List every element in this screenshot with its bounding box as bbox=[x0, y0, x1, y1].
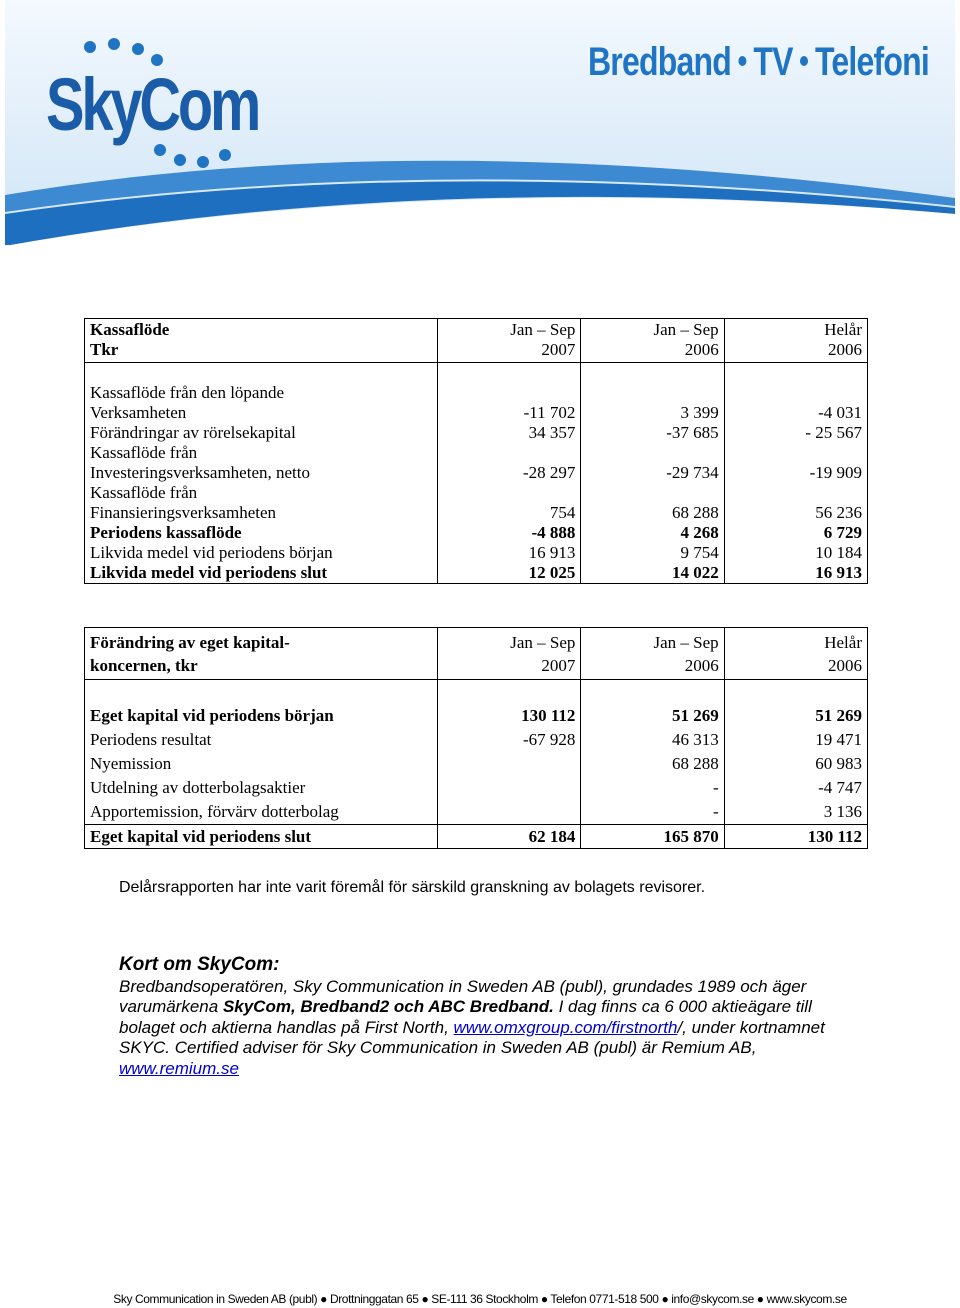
about-brands: SkyCom, Bredband2 och ABC Bredband. bbox=[222, 997, 554, 1016]
header-year: 2006 bbox=[684, 656, 719, 675]
header-period: Jan – Sep bbox=[653, 633, 719, 652]
tagline bbox=[588, 40, 929, 85]
table-row: Eget kapital vid periodens början 130 112 51 269 51 269 bbox=[85, 704, 868, 728]
table-row: Likvida medel vid periodens början 16 913 9 754 10 184 bbox=[85, 543, 868, 563]
header-banner bbox=[0, 0, 960, 250]
table-row: Periodens kassaflöde -4 888 4 268 6 729 bbox=[85, 523, 868, 543]
header-unit: koncernen, tkr bbox=[90, 656, 198, 675]
header-period: Jan – Sep bbox=[653, 320, 719, 339]
tagline-telefoni: Telefoni bbox=[815, 40, 929, 84]
equity-table bbox=[84, 627, 868, 849]
audit-note: Delårsrapporten har inte varit föremål för särskild granskning av bolagets revisorer. bbox=[119, 879, 706, 896]
tagline-tv: TV bbox=[753, 40, 793, 84]
header-period: Helår bbox=[824, 633, 862, 652]
header-period: Jan – Sep bbox=[510, 633, 576, 652]
table-row: Nyemission 68 288 60 983 bbox=[85, 752, 868, 776]
table-row: Apportemission, förvärv dotterbolag - 3 136 bbox=[85, 800, 868, 825]
header-year: 2007 bbox=[541, 656, 576, 675]
header-year: 2006 bbox=[684, 340, 719, 359]
table-header-row bbox=[85, 319, 868, 363]
table-header-row bbox=[85, 628, 868, 680]
omxgroup-link[interactable]: www.omxgroup.com/firstnorth bbox=[453, 1017, 678, 1037]
header-unit: Tkr bbox=[90, 340, 119, 359]
about-text: I dag finns ca 6 000 aktieägare till bolaget och aktierna handlas på First North, bbox=[119, 997, 812, 1037]
header-period: Jan – Sep bbox=[510, 320, 576, 339]
tagline-bredband: Bredband bbox=[588, 40, 731, 84]
table-row: Kassaflöde från bbox=[85, 483, 868, 503]
table-row: Verksamheten -11 702 3 399 -4 031 bbox=[85, 403, 868, 423]
header-label: Kassaflöde bbox=[90, 320, 170, 339]
table-row: Utdelning av dotterbolagsaktier - -4 747 bbox=[85, 776, 868, 800]
table-row: Kassaflöde från bbox=[85, 443, 868, 463]
header-label: Förändring av eget kapital- bbox=[90, 633, 290, 652]
header-year: 2006 bbox=[828, 656, 862, 675]
spacer-row bbox=[85, 363, 868, 384]
bullet-icon bbox=[738, 56, 746, 66]
table-row: Likvida medel vid periodens slut 12 025 14 022 16 913 bbox=[85, 563, 868, 584]
header-year: 2007 bbox=[541, 340, 576, 359]
about-title: Kort om SkyCom: bbox=[119, 954, 280, 975]
table-row: Kassaflöde från den löpande bbox=[85, 383, 868, 403]
remium-link[interactable]: www.remium.se bbox=[119, 1058, 239, 1078]
page-footer: Sky Communication in Sweden AB (publ) ● Drottninggatan 65 ● SE-111 36 Stockholm ● Telefon 0771-518 500 ● info@skycom.se ● www.skycom.se bbox=[113, 1292, 847, 1306]
about-section bbox=[119, 955, 859, 1079]
header-year: 2006 bbox=[828, 340, 862, 359]
spacer-row bbox=[85, 680, 868, 705]
about-text: Bredbandsoperatören, Sky Communication in Sweden AB (publ), grundades 1989 och äger varumärkena bbox=[119, 976, 807, 1016]
header-period: Helår bbox=[824, 320, 862, 339]
bullet-icon bbox=[800, 56, 808, 66]
table-row: Periodens resultat -67 928 46 313 19 471 bbox=[85, 728, 868, 752]
table-row: Finansieringsverksamheten 754 68 288 56 236 bbox=[85, 503, 868, 523]
table-row: Förändringar av rörelsekapital 34 357 -37 685 - 25 567 bbox=[85, 423, 868, 443]
table-row: Investeringsverksamheten, netto -28 297 -29 734 -19 909 bbox=[85, 463, 868, 483]
about-text: /, under kortnamnet SKYC. Certified adviser för Sky Communication in Sweden AB (publ) är Remium AB, bbox=[119, 1017, 825, 1057]
cashflow-table bbox=[84, 318, 868, 584]
table-row: Eget kapital vid periodens slut 62 184 165 870 130 112 bbox=[85, 825, 868, 849]
skycom-logo: SkyCom bbox=[46, 63, 259, 146]
